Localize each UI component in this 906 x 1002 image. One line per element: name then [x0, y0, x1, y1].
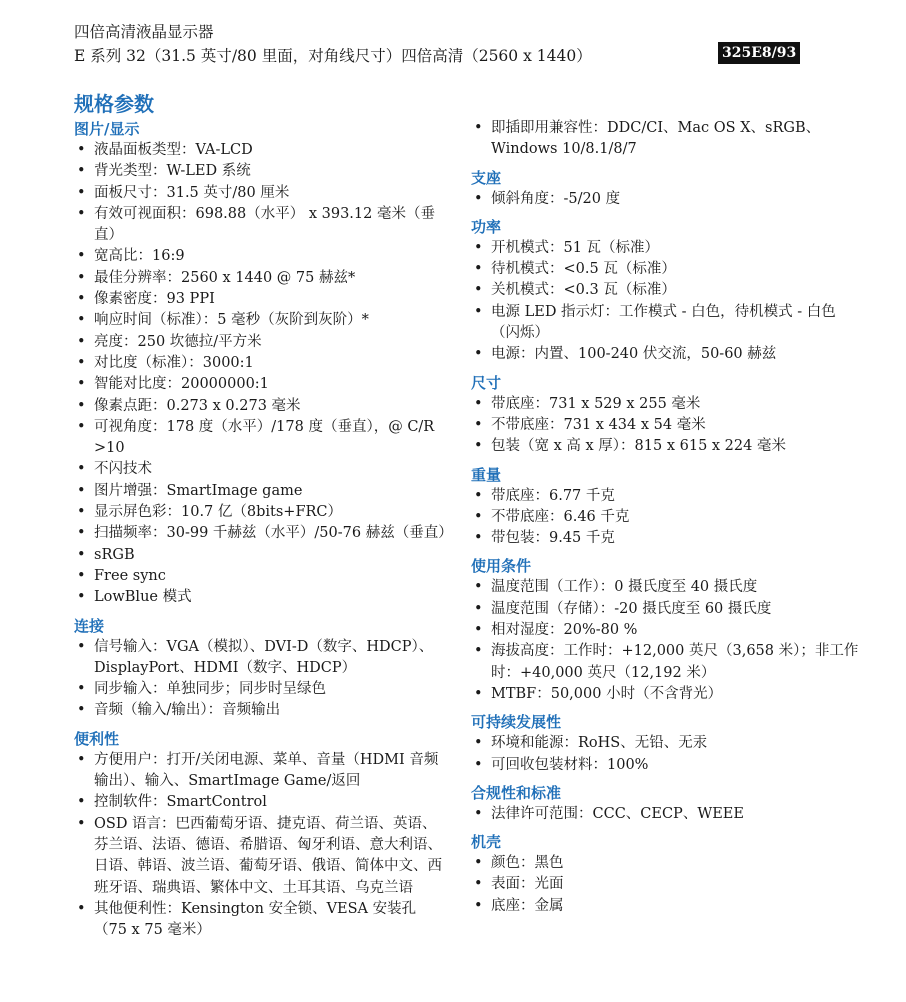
section-title: 功率	[471, 217, 502, 236]
spec-item: • 最佳分辨率：2560 x 1440 @ 75 赫兹*	[74, 268, 446, 289]
section-title: 支座	[471, 168, 502, 187]
spec-section	[471, 118, 861, 161]
spec-item: • 颜色：黑色	[471, 853, 861, 874]
spec-item: • 音频（输入/输出）：音频输出	[74, 700, 446, 721]
spec-list	[74, 750, 446, 942]
spec-item: • 可视角度：178 度（水平）/178 度（垂直），@ C/R >10	[74, 417, 446, 460]
product-description: E 系列 32（31.5 英寸/80 里面，对角线尺寸）四倍高清（2560 x 1440）	[74, 47, 592, 65]
right-column	[471, 118, 861, 923]
left-column	[74, 118, 453, 947]
spec-item: • 宽高比：16:9	[74, 246, 446, 267]
section-title: 机壳	[471, 833, 502, 852]
spec-item: • OSD 语言：巴西葡萄牙语、捷克语、荷兰语、英语、芬兰语、法语、德语、希腊语、匈牙利语、意大利语、日语、韩语、波兰语、葡萄牙语、俄语、简体中文、西班牙语、瑞典语、繁体中文、土耳其语、乌克兰语	[74, 814, 446, 899]
section-title: 合规性和标准	[471, 783, 562, 802]
spec-item: • 环境和能源：RoHS、无铅、无汞	[471, 733, 861, 754]
spec-section	[471, 216, 861, 366]
spec-item: • 同步输入：单独同步；同步时呈绿色	[74, 679, 446, 700]
spec-item: • 亮度：250 坎德拉/平方米	[74, 332, 446, 353]
spec-item: • 不闪技术	[74, 459, 446, 480]
spec-item: • 相对湿度：20%-80 %	[471, 620, 861, 641]
spec-item: • 其他便利性：Kensington 安全锁、VESA 安装孔（75 x 75 毫米）	[74, 899, 446, 942]
section-title: 图片/显示	[74, 120, 140, 138]
spec-section	[471, 372, 861, 458]
section-title: 重量	[471, 465, 502, 484]
spec-item: • 图片增强：SmartImage game	[74, 481, 446, 502]
section-title: 尺寸	[471, 373, 502, 392]
spec-item: • 电源 LED 指示灯：工作模式 - 白色，待机模式 - 白色（闪烁）	[471, 302, 861, 345]
spec-item: • 不带底座：731 x 434 x 54 毫米	[471, 415, 861, 436]
spec-section	[471, 555, 861, 705]
spec-list	[471, 394, 861, 458]
spec-list	[471, 577, 861, 705]
spec-item: • 信号输入：VGA（模拟）、DVI-D（数字、HDCP）、DisplayPort、HDMI（数字、HDCP）	[74, 637, 446, 680]
spec-item: • 关机模式：<0.3 瓦（标准）	[471, 280, 861, 301]
spec-item: • MTBF：50,000 小时（不含背光）	[471, 684, 861, 705]
spec-item: • 控制软件：SmartControl	[74, 792, 446, 813]
spec-list	[471, 853, 861, 917]
spec-item: • 面板尺寸：31.5 英寸/80 厘米	[74, 183, 446, 204]
spec-item: • 温度范围（存储）：-20 摄氏度至 60 摄氏度	[471, 599, 861, 620]
spec-section	[471, 782, 861, 825]
section-title: 连接	[74, 616, 105, 635]
spec-item: • 海拔高度：工作时：+12,000 英尺（3,658 米）；非工作时：+40,000 英尺（12,192 米）	[471, 641, 861, 684]
spec-item: • 背光类型：W-LED 系统	[74, 161, 446, 182]
spec-item: • 不带底座：6.46 千克	[471, 507, 861, 528]
spec-item: • 显示屏色彩：10.7 亿（8bits+FRC）	[74, 502, 446, 523]
spec-item: • LowBlue 模式	[74, 587, 446, 608]
spec-item: • 开机模式：51 瓦（标准）	[471, 238, 861, 259]
spec-item: • sRGB	[74, 545, 446, 566]
spec-list	[471, 189, 861, 210]
spec-list	[74, 637, 446, 722]
spec-item: • 对比度（标准）：3000:1	[74, 353, 446, 374]
spec-item: • 响应时间（标准）：5 毫秒（灰阶到灰阶）*	[74, 310, 446, 331]
section-title: 使用条件	[471, 557, 532, 576]
spec-item: • 待机模式：<0.5 瓦（标准）	[471, 259, 861, 280]
spec-section	[471, 711, 861, 776]
spec-item: • 包装（宽 x 高 x 厚）：815 x 615 x 224 毫米	[471, 436, 861, 457]
spec-section	[471, 167, 861, 210]
spec-item: • 带包装：9.45 千克	[471, 528, 861, 549]
spec-item: • 可回收包装材料：100%	[471, 755, 861, 776]
spec-list	[471, 238, 861, 366]
spec-section	[74, 728, 446, 942]
spec-item: • 表面：光面	[471, 874, 861, 895]
spec-item: • 智能对比度：20000000:1	[74, 374, 446, 395]
spec-item: • 温度范围（工作）：0 摄氏度至 40 摄氏度	[471, 577, 861, 598]
spec-item: • 底座：金属	[471, 896, 861, 917]
spec-item: • 方便用户：打开/关闭电源、菜单、音量（HDMI 音频输出）、输入、SmartImage Game/返回	[74, 750, 446, 793]
section-title: 便利性	[74, 729, 120, 748]
spec-item: • Free sync	[74, 566, 446, 587]
spec-item: • 带底座：731 x 529 x 255 毫米	[471, 394, 861, 415]
spec-item: • 法律许可范围：CCC、CECP、WEEE	[471, 804, 861, 825]
spec-item: • 带底座：6.77 千克	[471, 486, 861, 507]
spec-list	[74, 140, 453, 609]
spec-item: • 即插即用兼容性：DDC/CI、Mac OS X、sRGB、Windows 10/8.1/8/7	[471, 118, 861, 161]
spec-item: • 像素点距：0.273 x 0.273 毫米	[74, 396, 446, 417]
model-number-badge: 325E8/93	[718, 42, 800, 64]
spec-section	[471, 464, 861, 550]
section-title: 可持续发展性	[471, 713, 562, 732]
spec-item: • 像素密度：93 PPI	[74, 289, 446, 310]
spec-list	[471, 804, 861, 825]
spec-section	[471, 831, 861, 917]
spec-item: • 液晶面板类型：VA-LCD	[74, 140, 446, 161]
page-title: 规格参数	[74, 92, 154, 116]
spec-list	[471, 733, 861, 776]
spec-item: • 扫描频率：30-99 千赫兹（水平）/50-76 赫兹（垂直）	[74, 523, 446, 544]
spec-item: • 倾斜角度：-5/20 度	[471, 189, 861, 210]
spec-item: • 电源：内置、100-240 伏交流，50-60 赫兹	[471, 344, 861, 365]
product-type: 四倍高清液晶显示器	[74, 23, 214, 41]
spec-list	[471, 118, 861, 161]
spec-item: • 有效可视面积：698.88（水平） x 393.12 毫米（垂直）	[74, 204, 446, 247]
spec-section	[74, 118, 453, 609]
spec-section	[74, 615, 446, 722]
spec-list	[471, 486, 861, 550]
